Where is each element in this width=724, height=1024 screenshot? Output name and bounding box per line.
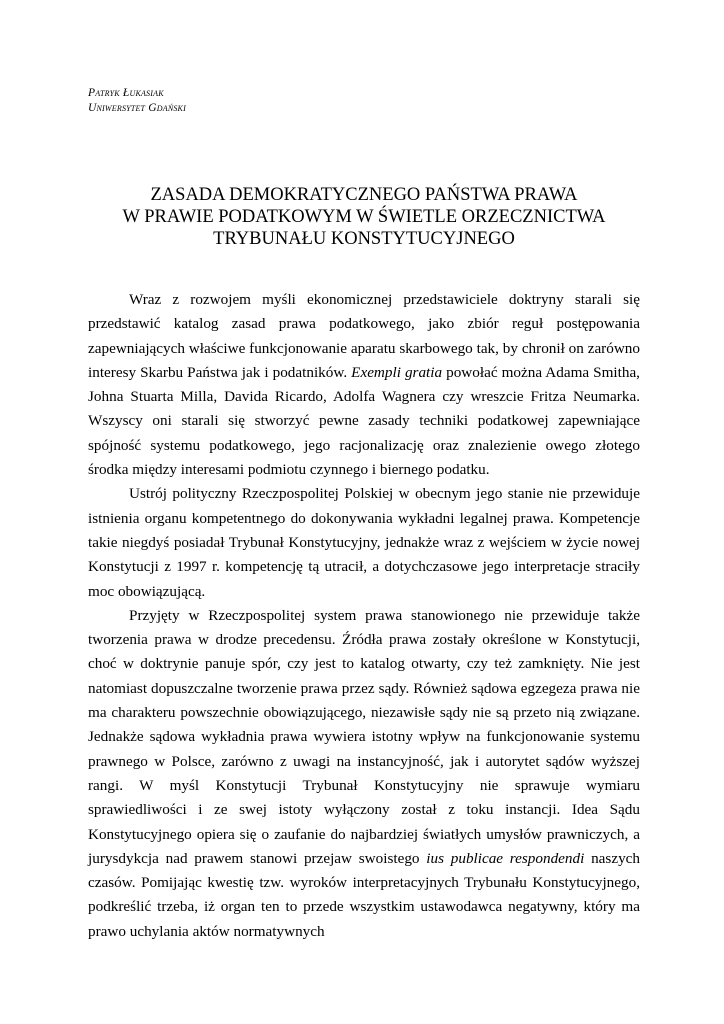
paragraph-3-text-a: Przyjęty w Rzeczpospolitej system prawa stanowionego nie przewiduje także tworzenia prawa w drodze precedensu. Źródła prawa zostały określone w Konstytucji, choć w doktrynie panuje spór, czy jest to katalog otwarty, czy też zamknięty. Nie jest natomiast dopuszczalne tworzenie prawa przez sądy. Również sądowa egzegeza prawa nie ma charakteru powszechnie obowiązującego, niezawisłe sądy nie są przeto nią związane. Jednakże sądowa wykładnia prawa wywiera istotny wpływ na funkcjonowanie systemu prawnego w Polsce, zarówno z uwagi na instancyjność, jak i autorytet sądów wyższej rangi. W myśl Konstytucji Trybunał Konstytucyjny nie sprawuje wymiaru sprawiedliwości i ze swej istoty wyłączony został z toku instancji. Idea Sądu Konstytucyjnego opiera się o zaufanie do najbardziej światłych umysłów prawniczych, a jurysdykcja nad prawem stanowi przejaw swoistego xyxy=(88,606,640,867)
paragraph-1-text-a: Wraz z rozwojem myśli ekonomicznej przedstawiciele doktryny starali się przedstawić katalog zasad prawa podatkowego, jako zbiór reguł postępowania zapewniających właściwe funkcjonowanie aparatu skarbowego tak, by chronił on zarówno interesy Skarbu Państwa jak i podatników. xyxy=(88,291,640,381)
paragraph-3-text-b: naszych czasów. Pomijając kwestię tzw. wyroków interpretacyjnych Trybunału Konstytucyjnego, podkreślić trzeba, iż organ ten to przede wszystkim ustawodawca negatywny, który ma prawo uchylania aktów normatywnych xyxy=(88,849,640,940)
title-line-3: TRYBUNAŁU KONSTYTUCYJNEGO xyxy=(213,229,515,249)
title-line-1: ZASADA DEMOKRATYCZNEGO PAŃSTWA PRAWA xyxy=(150,185,578,205)
paper-title xyxy=(88,184,640,250)
paragraph-1 xyxy=(88,288,640,482)
title-line-2: W PRAWIE PODATKOWYM W ŚWIETLE ORZECZNICTWA xyxy=(122,207,606,227)
body-text xyxy=(88,288,640,944)
author-name: Patryk Łukasiak xyxy=(88,87,164,99)
author-block xyxy=(88,86,186,116)
paragraph-3-italic: ius publicae respondendi xyxy=(426,849,585,867)
paragraph-1-text-b: powołać można Adama Smitha, Johna Stuarta Milla, Davida Ricardo, Adolfa Wagnera czy wreszcie Fritza Neumarka. Wszyscy oni starali się stworzyć pewne zasady techniki podatkowej zapewniające spójność systemu podatkowego, jego racjonalizację oraz znalezienie owego złotego środka między interesami podmiotu czynnego i biernego podatku. xyxy=(88,363,640,479)
paragraph-3 xyxy=(88,604,640,944)
author-affiliation: Uniwersytet Gdański xyxy=(88,102,186,114)
paragraph-1-italic: Exempli gratia xyxy=(351,363,443,381)
paragraph-2: Ustrój polityczny Rzeczpospolitej Polskiej w obecnym jego stanie nie przewiduje istnienia organu kompetentnego do dokonywania wykładni legalnej prawa. Kompetencje takie niegdyś posiadał Trybunał Konstytucyjny, jednakże wraz z wejściem w życie nowej Konstytucji z 1997 r. kompetencję tą utracił, a dotychczasowe jego interpretacje straciły moc obowiązującą. xyxy=(88,485,640,600)
